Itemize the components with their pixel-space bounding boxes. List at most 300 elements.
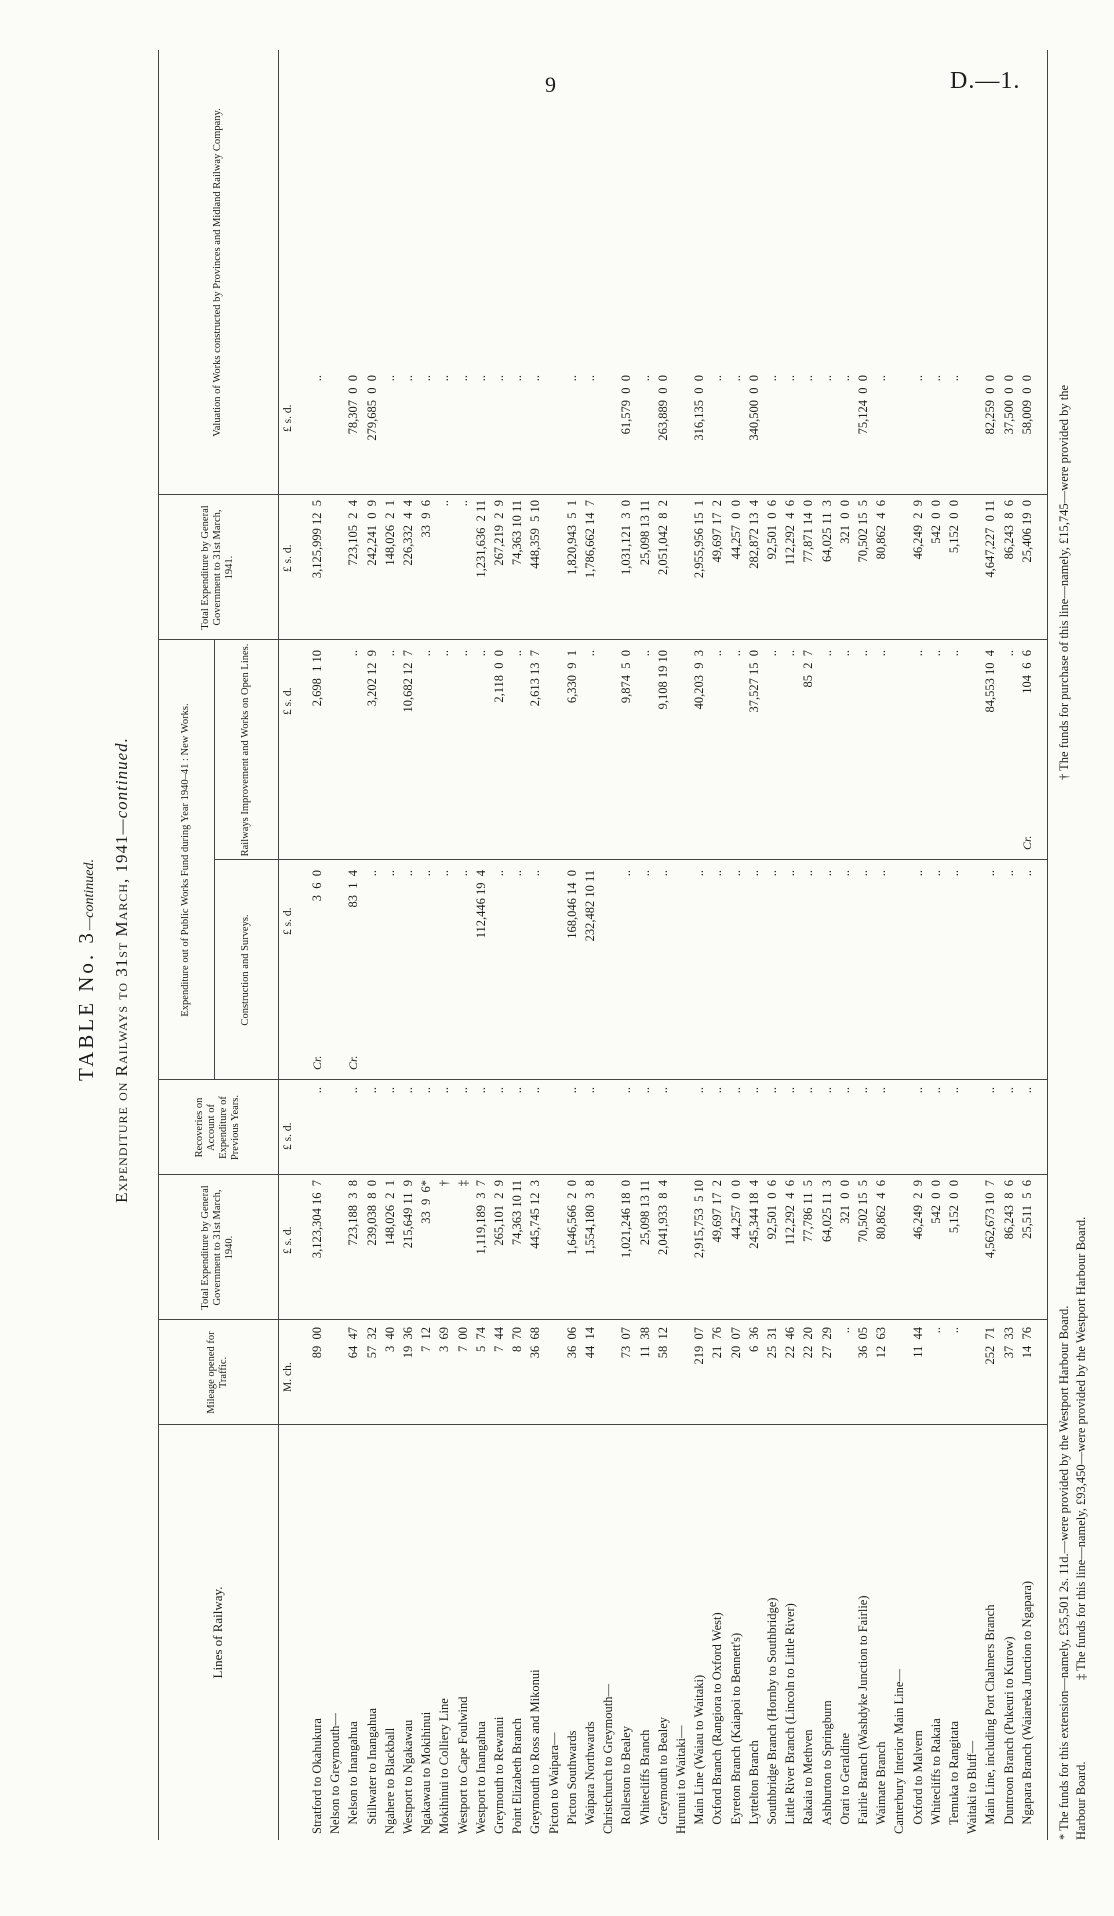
cell-val: .. [473, 375, 488, 382]
cell-t1941: 25,406 19 0 [1019, 500, 1034, 563]
cell-rec: .. [346, 1087, 361, 1094]
cell-con: .. [874, 870, 889, 877]
unit-improvement: £ s. d. [282, 687, 294, 715]
line-name: Westport to Inangahua [473, 1721, 488, 1834]
cell-mileage: 11 44 [910, 1327, 925, 1358]
cell-rec [965, 1087, 979, 1175]
cell-mileage: 36 06 [564, 1327, 579, 1359]
cell-t1941: 723,105 2 4 [346, 500, 361, 566]
cell-t1940: 1,021,246 18 0 [619, 1180, 634, 1259]
cell-val [892, 375, 906, 495]
cell-rec: .. [910, 1087, 925, 1094]
cell-mileage: 14 76 [1019, 1327, 1034, 1359]
cell-val: .. [510, 375, 525, 382]
cell-t1940: 112,292 4 6 [783, 1180, 798, 1246]
cell-mileage: 57 32 [364, 1327, 379, 1359]
cell-mileage [601, 1327, 615, 1425]
cell-rec: .. [746, 1087, 761, 1094]
cell-t1940: 33 9 6* [419, 1180, 434, 1224]
cell-t1941: .. [437, 500, 452, 507]
cell-t1940: 542 0 0 [928, 1180, 943, 1224]
cell-mileage: 73 07 [619, 1327, 634, 1359]
cell-imp: 10,682 12 7 [401, 650, 415, 713]
line-name: Canterbury Interior Main Line— [892, 1669, 907, 1834]
cell-con: .. [510, 870, 525, 877]
cell-con [547, 870, 561, 1080]
table-bottom-rule [1047, 50, 1048, 1840]
cell-rec: .. [528, 1087, 543, 1094]
cell-imp: .. [710, 650, 725, 657]
cell-mileage: 219 07 [692, 1327, 707, 1365]
cell-con: .. [382, 870, 397, 877]
unit-total-1940: £ s. d. [282, 1226, 294, 1254]
cell-rec: .. [856, 1087, 870, 1094]
cell-t1940: 148,026 2 1 [382, 1180, 397, 1246]
cell-con: .. [928, 870, 943, 877]
cell-t1940: 49,697 17 2 [710, 1180, 725, 1243]
cell-val [965, 375, 979, 495]
cell-mileage: 64 47 [346, 1327, 361, 1359]
cell-con: .. [637, 870, 652, 877]
cell-mileage: 19 36 [401, 1327, 415, 1359]
cell-mileage: 36 05 [856, 1327, 870, 1359]
cell-val: .. [583, 375, 597, 382]
line-name: Oxford to Malvern [910, 1730, 925, 1834]
cell-mileage: 25 31 [765, 1327, 779, 1359]
cell-t1940: 1,119,189 3 7 [473, 1180, 488, 1255]
cell-t1941: 542 0 0 [928, 500, 943, 544]
cell-mileage: .. [837, 1327, 852, 1334]
cell-mileage: 3 40 [382, 1327, 397, 1352]
cell-mileage [328, 1327, 342, 1425]
table-title-text: TABLE No. 3 [74, 930, 98, 1082]
cell-val: .. [783, 375, 798, 382]
cell-imp: .. [783, 650, 798, 657]
cell-t1941: 1,231,636 2 11 [473, 500, 488, 578]
cell-con [965, 870, 979, 1080]
cell-mileage: 36 68 [528, 1327, 543, 1359]
header-improvement: Railways Improvement and Works on Open Lines. [240, 643, 251, 857]
cell-t1941: 3,125,999 12 5 [310, 500, 324, 579]
cell-t1940: 265,101 2 9 [492, 1180, 506, 1246]
line-name: Whitecliffs Branch [637, 1729, 652, 1834]
unit-total-1941: £ s. d. [282, 544, 294, 572]
line-name: Greymouth to Rewanui [492, 1716, 506, 1834]
line-name: Point Elizabeth Branch [510, 1718, 525, 1834]
cell-t1940: 64,025 11 3 [819, 1180, 834, 1243]
cell-rec: .. [710, 1087, 725, 1094]
cell-val: 37,500 0 0 [1001, 375, 1016, 435]
cell-con: .. [783, 870, 798, 877]
line-name: Southbridge Branch (Hornby to Southbridge) [765, 1597, 779, 1834]
cell-t1940 [547, 1180, 561, 1320]
cell-val: .. [765, 375, 779, 382]
cell-val: .. [401, 375, 415, 382]
cell-t1941 [892, 500, 906, 640]
cell-con: 3 6 0 [310, 870, 324, 902]
table-title-continued: —continued. [82, 858, 97, 931]
cell-con [674, 870, 688, 1080]
header-construction: Construction and Surveys. [240, 914, 251, 1026]
cell-rec: .. [364, 1087, 379, 1094]
cell-imp: 40,203 9 3 [692, 650, 707, 710]
cell-mileage: 8 70 [510, 1327, 525, 1352]
cell-mileage: 22 46 [783, 1327, 798, 1359]
cell-t1941: 2,955,956 15 1 [692, 500, 707, 579]
cell-con: .. [364, 870, 379, 877]
cell-t1941: 25,098 13 11 [637, 500, 652, 566]
cell-t1941: 1,820,943 5 1 [564, 500, 579, 575]
cell-rec: .. [692, 1087, 707, 1094]
expenditure-table [158, 50, 1048, 1840]
table-title [74, 50, 99, 1890]
cell-t1940: ‡ [455, 1180, 470, 1187]
cell-mileage: .. [947, 1327, 961, 1334]
cell-t1940: 723,188 3 8 [346, 1180, 361, 1246]
table-subtitle [112, 50, 132, 1890]
cell-imp: .. [856, 650, 870, 657]
cell-t1940: 44,257 0 0 [728, 1180, 743, 1240]
line-name: Duntroon Branch (Pukeuri to Kurow) [1001, 1636, 1016, 1834]
cell-t1940: 239,038 8 0 [364, 1180, 379, 1246]
line-name: Waimate Branch [874, 1741, 889, 1834]
cell-imp: .. [382, 650, 397, 657]
cell-val: .. [728, 375, 743, 382]
cell-rec: .. [1019, 1087, 1034, 1094]
cell-imp: .. [947, 650, 961, 657]
cell-con: .. [492, 870, 506, 877]
line-name: Greymouth to Bealey [655, 1717, 670, 1834]
cell-con: .. [819, 870, 834, 877]
cell-con: .. [655, 870, 670, 877]
line-name: Ngahere to Blackball [382, 1727, 397, 1834]
cell-imp: .. [1001, 650, 1016, 657]
cell-t1941 [601, 500, 615, 640]
cell-t1940 [965, 1180, 979, 1320]
cell-con: .. [528, 870, 543, 877]
cell-rec: .. [455, 1087, 470, 1094]
cell-t1941: 5,152 0 0 [947, 500, 961, 554]
cell-t1940: 74,363 10 11 [510, 1180, 525, 1246]
credit-marker: Cr. [310, 1055, 324, 1070]
footnote-asterisk: * The funds for this extension—namely, £35,501 2s. 11d.—were provided by the Westport Harbour Board. [1057, 1305, 1071, 1840]
cell-t1941: 92,501 0 6 [765, 500, 779, 560]
line-name: Christchurch to Greymouth— [601, 1684, 616, 1834]
cell-t1940 [328, 1180, 342, 1320]
cell-t1940: 1,554,180 3 8 [583, 1180, 597, 1255]
cell-con: 83 1 4 [346, 870, 361, 908]
cell-rec: .. [401, 1087, 415, 1094]
cell-con: .. [983, 870, 998, 877]
cell-val [601, 375, 615, 495]
line-name: Oxford Branch (Rangiora to Oxford West) [710, 1612, 725, 1834]
line-name: Eyreton Branch (Kaiapoi to Bennett's) [728, 1632, 743, 1834]
cell-mileage: 7 00 [455, 1327, 470, 1352]
cell-val: .. [437, 375, 452, 382]
footnote-dagger: † The funds for purchase of this line—namely, £15,745—were provided by the [1057, 384, 1071, 780]
cell-mileage [965, 1327, 979, 1425]
cell-imp [674, 650, 688, 860]
cell-con: .. [910, 870, 925, 877]
cell-imp: 85 2 7 [801, 650, 816, 688]
line-name: Nelson to Greymouth— [328, 1713, 343, 1834]
cell-t1940 [674, 1180, 688, 1320]
cell-con: .. [728, 870, 743, 877]
cell-t1940: 25,511 5 6 [1019, 1180, 1034, 1239]
cell-mileage: 12 63 [874, 1327, 889, 1359]
cell-t1941: 267,219 2 9 [492, 500, 506, 566]
cell-con: .. [1001, 870, 1016, 877]
cell-con [892, 870, 906, 1080]
line-name: Rolleston to Bealey [619, 1726, 634, 1834]
footnote-double-dagger: ‡ The funds for this line—namely, £93,450—were provided by the Westport Harbour Board. [1074, 1216, 1088, 1680]
cell-imp: .. [819, 650, 834, 657]
cell-t1941: 74,363 10 11 [510, 500, 525, 566]
cell-con: .. [837, 870, 852, 877]
cell-t1940: 2,041,933 8 4 [655, 1180, 670, 1255]
line-name: Picton to Waipara— [546, 1732, 561, 1834]
cell-t1940: 46,249 2 9 [910, 1180, 925, 1240]
cell-t1940: 445,745 12 3 [528, 1180, 543, 1249]
header-valuation: Valuation of Works constructed by Provinces and Midland Railway Company. [212, 108, 223, 437]
cell-rec: .. [874, 1087, 889, 1094]
cell-con: 112,446 19 4 [473, 870, 488, 939]
cell-val: 279,685 0 0 [364, 375, 379, 441]
cell-rec: .. [419, 1087, 434, 1094]
cell-imp: 9,874 5 0 [619, 650, 634, 704]
cell-val: .. [419, 375, 434, 382]
cell-rec [328, 1087, 342, 1175]
cell-mileage: 22 20 [801, 1327, 816, 1359]
cell-imp [892, 650, 906, 860]
cell-mileage: 20 07 [728, 1327, 743, 1359]
cell-t1941: .. [455, 500, 470, 507]
cell-t1941: 46,249 2 9 [910, 500, 925, 560]
header-total-1940: Total Expenditure by General Government to 31st March, 1940. [200, 1185, 235, 1310]
cell-rec: .. [619, 1087, 634, 1094]
page-reference: D.—1. [950, 68, 1021, 94]
cell-imp [601, 650, 615, 860]
cell-imp [965, 650, 979, 860]
cell-t1941 [674, 500, 688, 640]
cell-val: .. [637, 375, 652, 382]
cell-imp: 37,527 15 0 [746, 650, 761, 713]
cell-t1941: 1,786,662 14 7 [583, 500, 597, 579]
cell-mileage: 21 76 [710, 1327, 725, 1359]
cell-rec: .. [655, 1087, 670, 1094]
cell-t1941: 33 9 6 [419, 500, 434, 538]
line-name: Ngapara Branch (Waiareka Junction to Ngapara) [1019, 1580, 1034, 1834]
cell-imp [328, 650, 342, 860]
cell-val: 78,307 0 0 [346, 375, 361, 435]
cell-imp: 3,202 12 9 [364, 650, 379, 707]
line-name: Main Line (Waiau to Waitaki) [692, 1674, 707, 1834]
cell-con: 232,482 10 11 [583, 870, 597, 942]
cell-con: .. [856, 870, 870, 877]
cell-t1940: 25,098 13 11 [637, 1180, 652, 1246]
cell-mileage: .. [928, 1327, 943, 1334]
line-name: Stratford to Okahukura [310, 1718, 324, 1834]
cell-val: 61,579 0 0 [619, 375, 634, 435]
line-name: Whitecliffs to Rakaia [928, 1718, 943, 1834]
header-recoveries: Recoveries on Account of Expenditure of Previous Years. [194, 1094, 241, 1161]
cell-val: .. [947, 375, 961, 382]
cell-t1941: 1,031,121 3 0 [619, 500, 634, 575]
cell-rec: .. [728, 1087, 743, 1094]
cell-rec: .. [801, 1087, 816, 1094]
line-name: Main Line, including Port Chalmers Branch [983, 1604, 998, 1834]
cell-val: 75,124 0 0 [856, 375, 870, 435]
cell-imp: 9,108 19 10 [655, 650, 670, 710]
cell-t1941: 44,257 0 0 [728, 500, 743, 560]
cell-imp: .. [473, 650, 488, 657]
cell-imp: .. [728, 650, 743, 657]
cell-mileage: 5 74 [473, 1327, 488, 1352]
line-name: Westport to Cape Foulwind [455, 1696, 470, 1834]
cell-t1941 [965, 500, 979, 640]
cell-rec: .. [564, 1087, 579, 1094]
cell-imp: .. [510, 650, 525, 657]
cell-t1941: 448,359 5 10 [528, 500, 543, 569]
cell-con: .. [455, 870, 470, 877]
cell-rec: .. [492, 1087, 506, 1094]
cell-con: .. [710, 870, 725, 877]
cell-val [328, 375, 342, 495]
cell-t1940: 4,562,673 10 7 [983, 1180, 998, 1259]
cell-mileage [674, 1327, 688, 1425]
cell-rec: .. [437, 1087, 452, 1094]
cell-imp: .. [765, 650, 779, 657]
line-name: Mokihinui to Colliery Line [437, 1698, 452, 1834]
line-name: Fairlie Branch (Washdyke Junction to Fairlie) [856, 1595, 870, 1834]
cell-t1940: 5,152 0 0 [947, 1180, 961, 1234]
cell-rec: .. [819, 1087, 834, 1094]
cell-rec: .. [947, 1087, 961, 1094]
cell-val: 58,009 0 0 [1019, 375, 1034, 435]
cell-val [547, 375, 561, 495]
cell-imp: 2,613 13 7 [528, 650, 543, 707]
cell-con [328, 870, 342, 1080]
cell-t1940: 215,649 11 9 [401, 1180, 415, 1249]
cell-imp: .. [910, 650, 925, 657]
line-name: Little River Branch (Lincoln to Little River) [783, 1603, 798, 1834]
cell-imp: .. [437, 650, 452, 657]
cell-mileage: 252 71 [983, 1327, 998, 1365]
page-number: 9 [545, 72, 556, 97]
line-name: Westport to Ngakawau [401, 1719, 415, 1834]
line-name: Nelson to Inangahua [346, 1721, 361, 1834]
line-name: Rakaia to Methven [801, 1729, 816, 1834]
cell-imp: .. [346, 650, 361, 657]
cell-con: .. [801, 870, 816, 877]
cell-t1941: 4,647,227 0 11 [983, 500, 998, 578]
cell-rec: .. [1001, 1087, 1016, 1094]
cell-t1941: 148,026 2 1 [382, 500, 397, 566]
cell-t1941: 242,241 0 9 [364, 500, 379, 566]
cell-t1941: 49,697 17 2 [710, 500, 725, 563]
cell-rec: .. [382, 1087, 397, 1094]
line-name: Greymouth to Ross and Mikonui [528, 1669, 543, 1834]
cell-con: .. [947, 870, 961, 877]
cell-con: .. [692, 870, 707, 877]
cell-rec: .. [473, 1087, 488, 1094]
cell-con: .. [765, 870, 779, 877]
cell-imp: 6,330 9 1 [564, 650, 579, 704]
header-bottom-rule [278, 50, 279, 1840]
cell-con: 168,046 14 0 [564, 870, 579, 939]
cell-imp: .. [419, 650, 434, 657]
cell-mileage: 89 00 [310, 1327, 324, 1359]
cell-t1940 [892, 1180, 906, 1320]
line-name: Waitaki to Bluff— [965, 1740, 980, 1834]
rotated-table-page [60, 50, 1100, 1890]
cell-t1941: 64,025 11 3 [819, 500, 834, 563]
cell-t1940: 245,344 18 4 [746, 1180, 761, 1249]
cell-imp: .. [455, 650, 470, 657]
cell-imp: .. [874, 650, 889, 657]
cell-val: .. [710, 375, 725, 382]
cell-rec: .. [983, 1087, 998, 1094]
cell-con: .. [1019, 870, 1034, 877]
cell-rec: .. [783, 1087, 798, 1094]
cell-rec: .. [310, 1087, 324, 1094]
cell-rec: .. [510, 1087, 525, 1094]
line-name: Temuka to Rangitata [947, 1720, 961, 1834]
cell-con: .. [437, 870, 452, 877]
cell-imp: .. [637, 650, 652, 657]
line-name: Stillwater to Inangahua [364, 1707, 379, 1834]
cell-imp: .. [928, 650, 943, 657]
unit-mileage: M. ch. [282, 1362, 294, 1392]
cell-val: .. [837, 375, 852, 382]
cell-rec: .. [837, 1087, 852, 1094]
cell-t1941: 321 0 0 [837, 500, 852, 544]
cell-mileage: 3 69 [437, 1327, 452, 1352]
cell-rec [547, 1087, 561, 1175]
cell-val [674, 375, 688, 495]
header-public-works-fund: Expenditure out of Public Works Fund during Year 1940–41 : New Works. [180, 703, 191, 1017]
cell-imp: 2,118 0 0 [492, 650, 506, 703]
header-mileage: Mileage opened for Traffic. [206, 1331, 229, 1414]
cell-t1941: 80,862 4 6 [874, 500, 889, 560]
cell-val: .. [564, 375, 579, 382]
cell-imp [547, 650, 561, 860]
cell-rec: .. [765, 1087, 779, 1094]
cell-val: 316,135 0 0 [692, 375, 707, 441]
table-subtitle-text: Expenditure on Railways to 31st March, 1941 [112, 834, 131, 1203]
cell-rec: .. [637, 1087, 652, 1094]
cell-mileage: 44 14 [583, 1327, 597, 1359]
cell-mileage: 37 33 [1001, 1327, 1016, 1359]
cell-con [601, 870, 615, 1080]
cell-val: .. [455, 375, 470, 382]
cell-t1941: 2,051,042 8 2 [655, 500, 670, 575]
cell-rec: .. [583, 1087, 597, 1094]
cell-val: .. [910, 375, 925, 382]
cell-mileage: 58 12 [655, 1327, 670, 1359]
cell-t1940: 3,123,304 16 7 [310, 1180, 324, 1259]
cell-t1940: 321 0 0 [837, 1180, 852, 1224]
cell-t1940: 1,646,566 2 0 [564, 1180, 579, 1255]
line-name: Waipara Northwards [583, 1721, 597, 1834]
line-name: Ngakawau to Mokihinui [419, 1711, 434, 1834]
cell-val: 82,259 0 0 [983, 375, 998, 435]
cell-val: .. [310, 375, 324, 382]
line-name: Lyttelton Branch [746, 1740, 761, 1834]
cell-mileage: 11 38 [637, 1327, 652, 1358]
cell-imp: 104 6 6 [1019, 650, 1034, 694]
cell-mileage: 7 12 [419, 1327, 434, 1352]
